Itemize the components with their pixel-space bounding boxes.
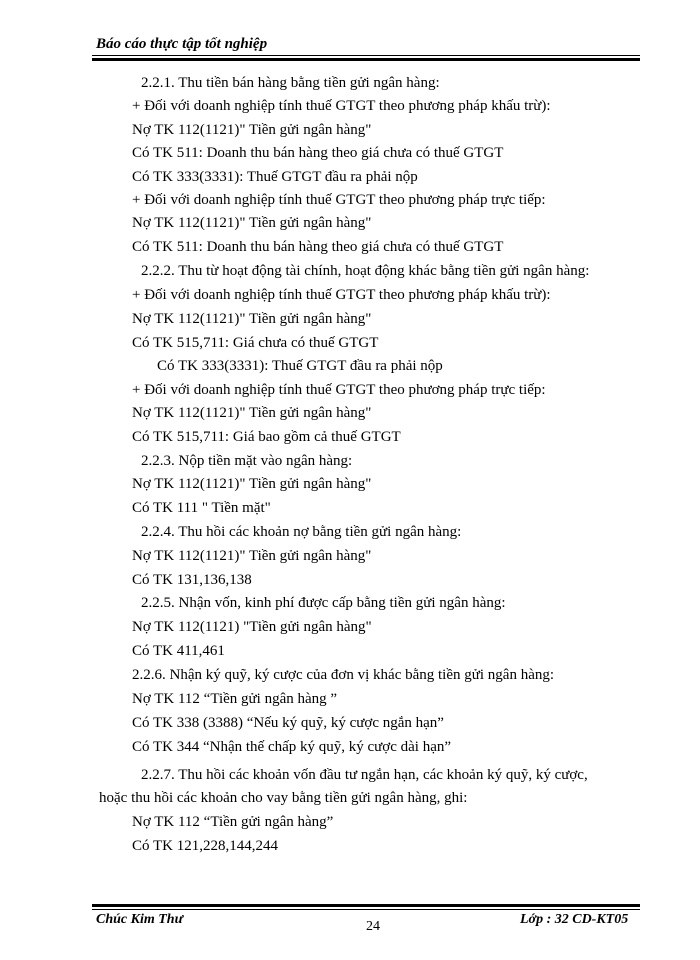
text-line: + Đối với doanh nghiệp tính thuế GTGT theo phương pháp trực tiếp: <box>132 192 546 208</box>
text-line: Có TK 511: Doanh thu bán hàng theo giá chưa có thuế GTGT <box>132 239 504 255</box>
text-line: 2.2.1. Thu tiền bán hàng bằng tiền gửi ngân hàng: <box>141 75 440 91</box>
text-line: Có TK 511: Doanh thu bán hàng theo giá chưa có thuế GTGT <box>132 145 504 161</box>
header-rule-thin <box>92 55 640 56</box>
text-line: Nợ TK 112(1121)" Tiền gửi ngân hàng" <box>132 548 372 564</box>
text-line: Nợ TK 112 “Tiền gửi ngân hàng” <box>132 814 334 830</box>
text-line: 2.2.2. Thu từ hoạt động tài chính, hoạt động khác bằng tiền gửi ngân hàng: <box>141 263 590 279</box>
header-title: Báo cáo thực tập tốt nghiệp <box>96 36 268 52</box>
text-line: Có TK 411,461 <box>132 643 225 659</box>
text-line: 2.2.3. Nộp tiền mặt vào ngân hàng: <box>141 453 353 469</box>
text-line: Có TK 131,136,138 <box>132 572 252 588</box>
text-line: Nợ TK 112(1121)" Tiền gửi ngân hàng" <box>132 405 372 421</box>
text-line: 2.2.5. Nhận vốn, kinh phí được cấp bằng tiền gửi ngân hàng: <box>141 595 506 611</box>
text-line: Có TK 344 “Nhận thế chấp ký quỹ, ký cược dài hạn” <box>132 739 452 755</box>
text-line: Nợ TK 112(1121)" Tiền gửi ngân hàng" <box>132 476 372 492</box>
text-line: Có TK 333(3331): Thuế GTGT đầu ra phải nộp <box>157 358 443 374</box>
text-line: 2.2.6. Nhận ký quỹ, ký cược của đơn vị khác bằng tiền gửi ngân hàng: <box>132 667 555 683</box>
text-line: Có TK 515,711: Giá bao gồm cả thuế GTGT <box>132 429 401 445</box>
text-line: 2.2.7. Thu hồi các khoản vốn đầu tư ngắn hạn, các khoản ký quỹ, ký cược, <box>141 767 588 783</box>
text-line: 2.2.4. Thu hồi các khoản nợ bằng tiền gửi ngân hàng: <box>141 524 462 540</box>
text-line: Có TK 121,228,144,244 <box>132 838 278 854</box>
footer-class-label: Lớp : 32 CD-KT05 <box>520 912 629 927</box>
text-line: Nợ TK 112(1121) "Tiền gửi ngân hàng" <box>132 619 372 635</box>
footer-rule-thick <box>92 904 640 907</box>
text-line: + Đối với doanh nghiệp tính thuế GTGT theo phương pháp trực tiếp: <box>132 382 546 398</box>
text-line: + Đối với doanh nghiệp tính thuế GTGT theo phương pháp khấu trừ): <box>132 98 551 114</box>
footer-author: Chúc Kim Thư <box>96 912 183 927</box>
text-line: Nợ TK 112(1121)" Tiền gửi ngân hàng" <box>132 215 372 231</box>
text-line: Nợ TK 112(1121)" Tiền gửi ngân hàng" <box>132 311 372 327</box>
text-line: + Đối với doanh nghiệp tính thuế GTGT theo phương pháp khấu trừ): <box>132 287 551 303</box>
text-line: Nợ TK 112(1121)" Tiền gửi ngân hàng" <box>132 122 372 138</box>
text-line: Nợ TK 112 “Tiền gửi ngân hàng ” <box>132 691 338 707</box>
text-line: Có TK 111 " Tiền mặt" <box>132 500 271 516</box>
text-line: hoặc thu hồi các khoản cho vay bằng tiền gửi ngân hàng, ghi: <box>99 790 468 806</box>
page-number: 24 <box>366 919 380 934</box>
text-line: Có TK 515,711: Giá chưa có thuế GTGT <box>132 335 379 351</box>
text-line: Có TK 333(3331): Thuế GTGT đầu ra phải nộp <box>132 169 418 185</box>
header-rule-thick <box>92 58 640 61</box>
footer-rule-thin <box>92 909 640 910</box>
text-line: Có TK 338 (3388) “Nếu ký quỹ, ký cược ngắn hạn” <box>132 715 444 731</box>
